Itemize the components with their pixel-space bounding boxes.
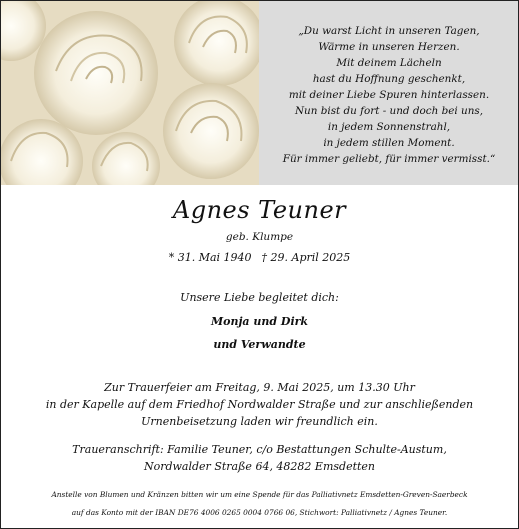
birth-date: * 31. Mai 1940	[168, 251, 252, 264]
quote-line: Nun bist du fort - und doch bei uns,	[294, 105, 484, 117]
quote-line: hast du Hoffnung geschenkt,	[312, 73, 466, 85]
quote-line: in jedem stillen Moment.	[323, 137, 455, 149]
mourning-address-line: Nordwalder Straße 64, 48282 Emsdetten	[143, 460, 376, 473]
maiden-name: geb. Klumpe	[225, 231, 294, 243]
mourners-intro: Unsere Liebe begleitet dich:	[180, 291, 339, 304]
mourners-family: Monja und Dirk	[210, 315, 309, 328]
quote-line: Für immer geliebt, für immer vermisst.“	[282, 153, 496, 165]
quote-line: mit deiner Liebe Spuren hinterlassen.	[288, 89, 490, 101]
deceased-name: Agnes Teuner	[172, 196, 347, 224]
mourning-address-line: Traueranschrift: Familie Teuner, c/o Bestattungen Schulte-Austum,	[72, 443, 447, 456]
funeral-info-line: Zur Trauerfeier am Freitag, 9. Mai 2025, um 13.30 Uhr	[104, 381, 415, 394]
donation-note-line: Anstelle von Blumen und Kränzen bitten wir um eine Spende für das Palliativnetz Emsdetten-Greven-Saerbeck	[51, 490, 468, 499]
donation-note-line: auf das Konto mit der IBAN DE76 4006 0265 0004 0766 06, Stichwort: Palliativnetz / Agnes Teuner.	[71, 508, 448, 517]
quote-line: „Du warst Licht in unseren Tagen,	[298, 25, 480, 37]
quote-line: in jedem Sonnenstrahl,	[327, 121, 451, 133]
life-dates	[1, 250, 518, 266]
white-roses-photo	[1, 1, 259, 185]
quote-line: Wärme in unseren Herzen.	[318, 41, 460, 53]
funeral-info-line: in der Kapelle auf dem Friedhof Nordwalder Straße und zur anschließenden	[45, 398, 474, 411]
memorial-quote	[259, 1, 519, 185]
mourners-relatives: und Verwandte	[213, 338, 306, 351]
funeral-info-line: Urnenbeisetzung laden wir freundlich ein.	[141, 415, 378, 428]
death-date: † 29. April 2025	[261, 251, 351, 264]
quote-line: Mit deinem Lächeln	[336, 57, 442, 69]
